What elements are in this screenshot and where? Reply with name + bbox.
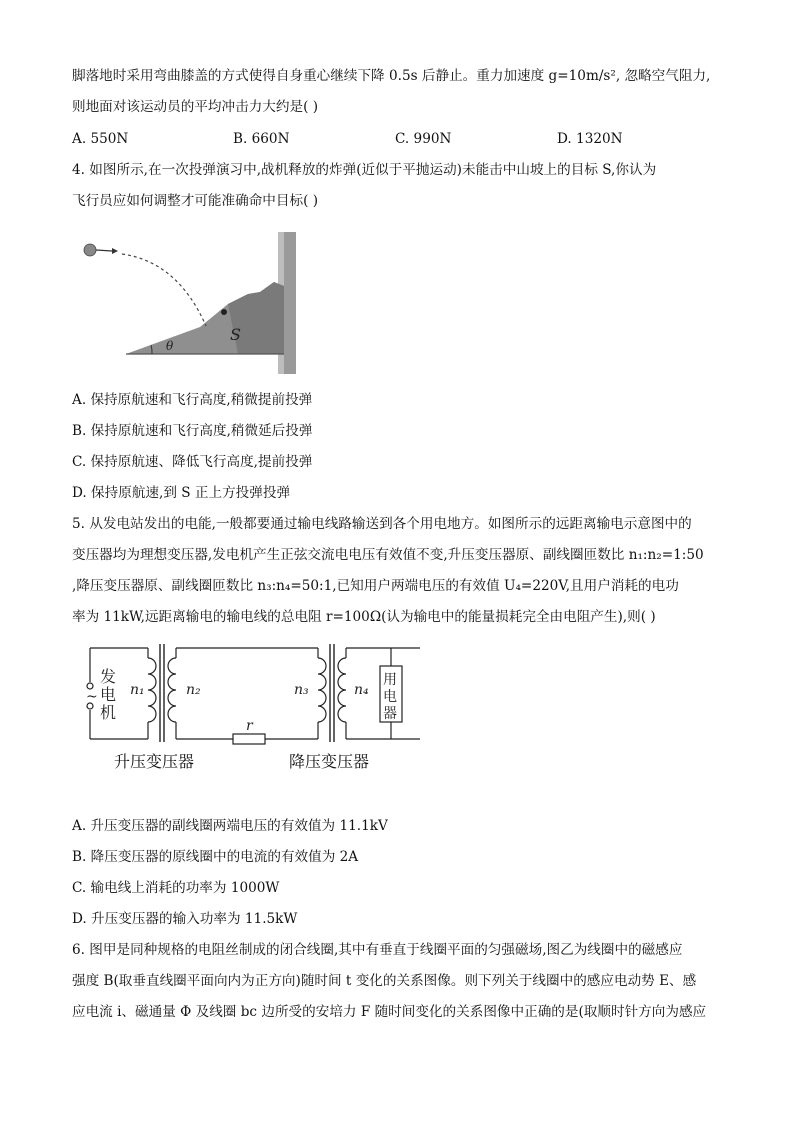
generator-label-2: 电 bbox=[100, 685, 117, 704]
load-label-1: 用 bbox=[383, 672, 397, 688]
q3-option-d[interactable]: D. 1320N bbox=[557, 131, 623, 147]
q5-text-line-4: 率为 11kW,远距离输电的输电线的总电阻 r=100Ω(认为输电中的能量损耗完全由电阻产生),则( ) bbox=[72, 609, 656, 625]
q5-option-a[interactable]: A. 升压变压器的副线圈两端电压的有效值为 11.1kV bbox=[72, 818, 388, 834]
plane-dot bbox=[84, 244, 96, 256]
n3-label: n₃ bbox=[294, 682, 309, 698]
q5-text-line-3: ,降压变压器原、副线圈匝数比 n₃:n₄=50:1,已知用户两端电压的有效值 U₄=220V,且用户消耗的电功 bbox=[72, 578, 679, 594]
q6-text-line-3: 应电流 i、磁通量 Φ 及线圈 bc 边所受的安培力 F 随时间变化的关系图像中正确的是(取顺时针方向为感应 bbox=[72, 1004, 707, 1020]
q4-text-line-2: 飞行员应如何调整才可能准确命中目标( ) bbox=[72, 193, 319, 209]
angle-label: θ bbox=[166, 339, 174, 353]
q4-option-d[interactable]: D. 保持原航速,到 S 正上方投弹投弹 bbox=[72, 485, 291, 501]
q5-option-d[interactable]: D. 升压变压器的输入功率为 11.5kW bbox=[72, 911, 298, 927]
load-label-3: 器 bbox=[383, 706, 397, 722]
generator-label-3: 机 bbox=[100, 703, 117, 722]
coil-n3 bbox=[318, 658, 326, 722]
q6-text-line-1: 6. 图甲是同种规格的电阻丝制成的闭合线圈,其中有垂直于线圈平面的匀强磁场,图乙为线圈中的磁感应 bbox=[72, 942, 683, 958]
q4-option-b[interactable]: B. 保持原航速和飞行高度,稍微延后投弹 bbox=[72, 423, 313, 439]
wall-shape bbox=[282, 232, 296, 374]
target-label: S bbox=[230, 325, 241, 344]
q3-text-line-2: 则地面对该运动员的平均冲击力大约是( ) bbox=[72, 99, 319, 115]
coil-n1 bbox=[148, 658, 156, 722]
n4-label: n₄ bbox=[354, 682, 369, 698]
load-label-2: 电 bbox=[383, 689, 397, 705]
q4-option-c[interactable]: C. 保持原航速、降低飞行高度,提前投弹 bbox=[72, 454, 313, 470]
q5-option-b[interactable]: B. 降压变压器的原线圈中的电流的有效值为 2A bbox=[72, 849, 359, 865]
step-down-caption: 降压变压器 bbox=[289, 752, 370, 771]
n2-label: n₂ bbox=[186, 682, 201, 698]
q6-text-line-2: 强度 B(取垂直线圈平面向内为正方向)随时间 t 变化的关系图像。则下列关于线圈中的感应电动势 E、感 bbox=[72, 973, 697, 989]
resistor-r bbox=[233, 734, 265, 744]
q5-text-line-1: 5. 从发电站发出的电能,一般都要通过输电线路输送到各个用电地方。如图所示的远距离输电示意图中的 bbox=[72, 516, 692, 532]
q5-text-line-2: 变压器均为理想变压器,发电机产生正弦交流电电压有效值不变,升压变压器原、副线圈匝数比 n₁:n₂=1:50 bbox=[72, 547, 704, 563]
trajectory-curve bbox=[122, 254, 206, 326]
target-point bbox=[221, 309, 227, 315]
bomb-slope-figure bbox=[78, 232, 302, 376]
resistor-label: r bbox=[246, 718, 253, 734]
generator-label-1: 发 bbox=[100, 667, 117, 686]
velocity-arrow bbox=[112, 248, 118, 254]
q5-option-c[interactable]: C. 输电线上消耗的功率为 1000W bbox=[72, 880, 280, 896]
coil-n2 bbox=[168, 658, 176, 722]
coil-n4 bbox=[338, 658, 346, 722]
ac-symbol: ~ bbox=[86, 689, 98, 705]
q4-option-a[interactable]: A. 保持原航速和飞行高度,稍微提前投弹 bbox=[72, 392, 313, 408]
step-up-caption: 升压变压器 bbox=[114, 752, 195, 771]
q3-option-a[interactable]: A. 550N bbox=[72, 131, 129, 147]
q3-text-line-1: 脚落地时采用弯曲膝盖的方式使得自身重心继续下降 0.5s 后静止。重力加速度 g=10m/s², 忽略空气阻力, bbox=[72, 68, 711, 84]
q3-option-c[interactable]: C. 990N bbox=[395, 131, 452, 147]
q4-text-line-1: 4. 如图所示,在一次投弹演习中,战机释放的炸弹(近似于平抛运动)未能击中山坡上的目标 S,你认为 bbox=[72, 162, 657, 178]
n1-label: n₁ bbox=[130, 682, 145, 698]
q3-option-b[interactable]: B. 660N bbox=[233, 131, 290, 147]
